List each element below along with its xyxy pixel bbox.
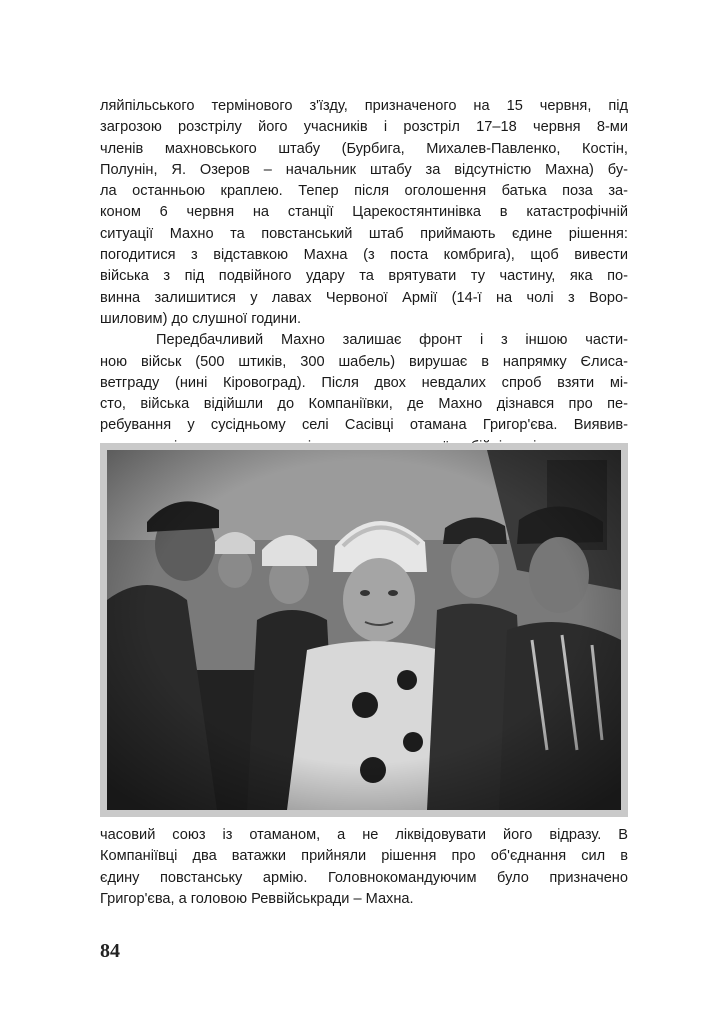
page-number: 84: [100, 940, 120, 962]
text-line: єдину повстанську армію. Головнокомандуючим було призначено: [100, 869, 628, 886]
photo-illustration: [107, 450, 621, 810]
text-line: Компаніївці два ватажки прийняли рішення про об'єднання сил в: [100, 848, 628, 865]
text-line: винна залишитися у лавах Червоної Армії (14-ї на чолі з Воро-: [100, 289, 628, 306]
text-line: загрозою розстрілу його учасників і розстріл 17–18 червня 8-ми: [100, 119, 628, 136]
text-line: шиловим) до слушної години.: [100, 310, 302, 327]
text-line: Передбачливий Махно залишає фронт і з іншою части-: [156, 332, 628, 349]
text-line: ною військ (500 штиків, 300 шабель) вирушає в напрямку Єлиса-: [100, 353, 628, 370]
text-line: ла останньою краплею. Тепер після оголошення батька поза за-: [100, 183, 628, 200]
text-line: ляйпільського термінового з'їзду, призначеного на 15 червня, під: [100, 98, 628, 114]
text-line: часовий союз із отаманом, а не ліквідовувати його відразу. В: [100, 827, 628, 843]
body-text-top: [100, 96, 628, 458]
body-text-bottom: [100, 825, 628, 910]
historical-photo-frame: [100, 443, 628, 817]
text-line: ситуації Махно та повстанський штаб приймають єдине рішення:: [100, 225, 628, 242]
text-line: членів махновського штабу (Бурбига, Михалев-Павленко, Костін,: [100, 140, 628, 157]
text-line: коном 6 червня на станції Царекостянтинівка в катастрофічній: [100, 204, 628, 221]
text-line: ветграду (нині Кіровоград). Після двох невдалих спроб взяти мі-: [100, 374, 628, 391]
text-line: погодитися з відставкою Махна (з поста комбрига), щоб вивести: [100, 247, 628, 264]
text-line: сто, війська відійшли до Компаніївки, де Махно дізнався про пе-: [100, 396, 628, 413]
text-line: Полунін, Я. Озеров – начальник штабу за відсутністю Махна) бу-: [100, 161, 628, 178]
text-line: ребування у сусідньому селі Сасівці отамана Григор'єва. Виявив-: [100, 417, 628, 434]
text-line: Григор'єва, а головою Реввійськради – Махна.: [100, 890, 414, 907]
text-line: війська з під подвійного удару та врятувати ту частину, яка по-: [100, 268, 628, 285]
historical-photo: [107, 450, 621, 810]
